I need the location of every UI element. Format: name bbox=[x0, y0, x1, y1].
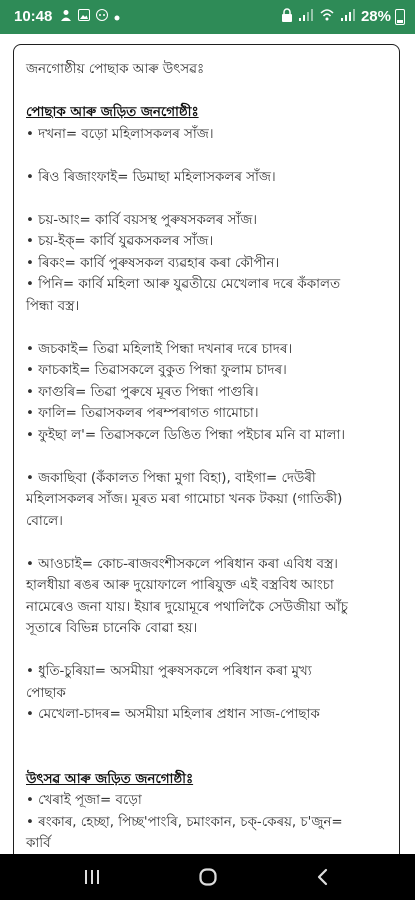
list-item: সূতাৰে বিভিন্ন চানেকি বোৱা হয়। bbox=[26, 621, 198, 636]
recent-apps-button[interactable] bbox=[52, 854, 132, 900]
lock-icon bbox=[281, 8, 293, 25]
spacer bbox=[26, 317, 387, 339]
spacer bbox=[26, 726, 387, 769]
list-item: • চয়-ইক্= কাৰ্বি যুৱকসকলৰ সাঁজ। bbox=[26, 234, 214, 249]
list-item: • ৰিকং= কাৰ্বি পুৰুষসকল ব্যৱহাৰ কৰা কৌপীন। bbox=[26, 255, 280, 271]
list-item: • ফুইছা ল'= তিৱাসকলে ডিঙিত পিন্ধা পইচাৰ মনি বা মালা। bbox=[26, 427, 346, 443]
list-item: • ফালি= তিৱাসকলৰ পৰম্পৰাগত গামোচা। bbox=[26, 406, 259, 421]
list-item: হালধীয়া ৰঙৰ আৰু দুয়োফালে পাৰিযুক্ত এই বস্ত্ৰবিধ আংচা bbox=[26, 578, 334, 593]
section-heading-costumes: পোছাক আৰু জড়িত জনগোষ্ঠীঃ bbox=[26, 105, 199, 120]
home-button[interactable] bbox=[168, 854, 248, 900]
spacer bbox=[26, 188, 387, 210]
list-item: • ৰংকাৰ, হেচ্ছা, পিচ্ছ'পাংৰি, চমাংকান, চক্-কেৰয়, চ'জুন= bbox=[26, 814, 343, 830]
content-card bbox=[13, 44, 400, 870]
spacer bbox=[26, 446, 387, 468]
status-time: 10:48 bbox=[14, 8, 53, 25]
list-item: নামেৰেও জনা যায়। ইয়াৰ দুয়োমূৰে পথালিকৈ সেউজীয়া আঁচু bbox=[26, 599, 348, 615]
dot-icon bbox=[114, 10, 120, 24]
list-item: • জচকাই= তিৱা মহিলাই পিন্ধা দখনাৰ দৰে চাদৰ। bbox=[26, 341, 293, 357]
list-item: • ফাচকাই= তিৱাসকলে বুকুত পিন্ধা ফুলাম চাদৰ। bbox=[26, 363, 287, 378]
list-item: বোলে। bbox=[26, 513, 63, 529]
person-icon bbox=[60, 9, 72, 24]
list-item: মহিলাসকলৰ সাঁজ। মূৰত মৰা গামোচা খনক টকয়া (গাতিকী) bbox=[26, 492, 343, 507]
reddit-icon bbox=[96, 9, 108, 24]
vowifi-icon bbox=[319, 9, 335, 24]
list-item: • ফাগুৰি= তিৱা পুৰুষে মূৰত পিন্ধা পাগুৰি। bbox=[26, 384, 259, 400]
recent-apps-icon bbox=[82, 867, 102, 887]
list-item: পোছাক bbox=[26, 685, 66, 701]
signal-icon bbox=[299, 9, 313, 24]
spacer bbox=[26, 145, 387, 167]
navigation-bar bbox=[0, 854, 415, 900]
list-item: • আওচাই= কোচ-ৰাজবংশীসকলে পৰিধান কৰা এবিধ বস্ত্ৰ। bbox=[26, 556, 338, 572]
list-item: • দখনা= বড়ো মহিলাসকলৰ সাঁজ। bbox=[26, 126, 214, 142]
spacer bbox=[26, 532, 387, 554]
status-bar bbox=[0, 0, 415, 34]
card-title: জনগোষ্ঠীয় পোছাক আৰু উৎসৱঃ bbox=[26, 62, 205, 77]
list-item: • পিনি= কাৰ্বি মহিলা আৰু যুৱতীয়ে মেখেলাৰ দৰে কঁকালত bbox=[26, 277, 341, 292]
list-item: পিন্ধা বস্ত্ৰ। bbox=[26, 298, 80, 314]
spacer bbox=[26, 81, 387, 103]
battery-icon bbox=[395, 9, 405, 25]
list-item: • চয়-আং= কাৰ্বি বয়সস্থ পুৰুষসকলৰ সাঁজ। bbox=[26, 212, 258, 228]
section-heading-festivals: উৎসৱ আৰু জড়িত জনগোষ্ঠীঃ bbox=[26, 771, 194, 787]
list-item: • মেখেলা-চাদৰ= অসমীয়া মহিলাৰ প্ৰধান সাজ-পোছাক bbox=[26, 707, 320, 722]
home-icon bbox=[198, 867, 218, 887]
image-icon bbox=[78, 9, 90, 24]
signal-icon bbox=[341, 9, 355, 24]
list-item: • ৰিও ৰিজাংফাই= ডিমাছা মহিলাসকলৰ সাঁজ। bbox=[26, 169, 276, 185]
list-item: • জকাছিবা (কঁকালত পিন্ধা মুগা বিহা), বাইগা= দেউৰী bbox=[26, 470, 316, 486]
back-button[interactable] bbox=[283, 854, 363, 900]
back-icon bbox=[313, 867, 333, 887]
battery-percent: 28% bbox=[360, 8, 391, 25]
list-item: • ধুতি-চুৰিয়া= অসমীয়া পুৰুষসকলে পৰিধান কৰা মুখ্য bbox=[26, 664, 312, 679]
list-item: • খেৰাই পূজা= বড়ো bbox=[26, 793, 142, 808]
list-item: কাৰ্বি bbox=[26, 836, 51, 851]
spacer bbox=[26, 640, 387, 662]
